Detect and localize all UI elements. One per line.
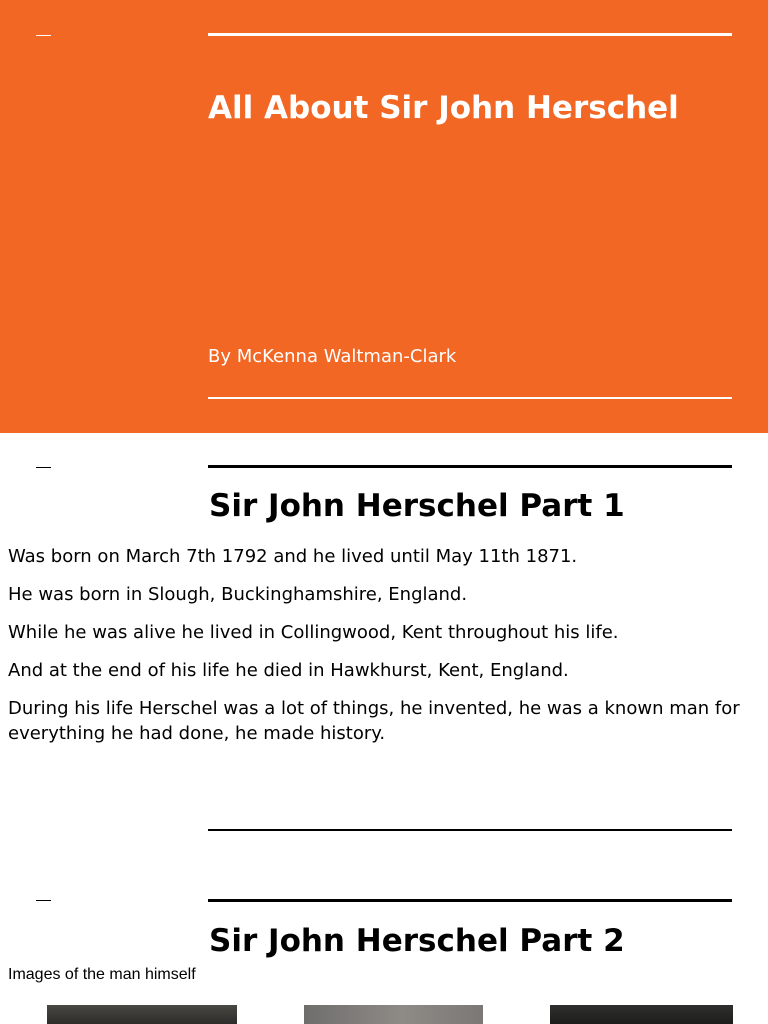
slide-body bbox=[8, 544, 764, 759]
title-slide bbox=[0, 0, 768, 433]
body-paragraph: Was born on March 7th 1792 and he lived until May 11th 1871. bbox=[8, 546, 578, 567]
images-caption: Images of the man himself bbox=[8, 966, 196, 983]
slide-top-rule bbox=[208, 899, 732, 902]
presentation-subtitle: By McKenna Waltman-Clark bbox=[208, 346, 457, 367]
body-paragraph: While he was alive he lived in Collingwood, Kent throughout his life. bbox=[8, 622, 619, 643]
slide-dash-mark bbox=[36, 467, 51, 468]
slide-heading: Sir John Herschel Part 2 bbox=[209, 923, 625, 959]
slide-dash-mark bbox=[36, 900, 51, 901]
slide-part-1 bbox=[0, 433, 768, 867]
dark-portrait-photo bbox=[550, 1005, 733, 1024]
body-paragraph: And at the end of his life he died in Hawkhurst, Kent, England. bbox=[8, 660, 569, 681]
slide-bottom-rule bbox=[208, 829, 732, 831]
statue-photo bbox=[304, 1005, 483, 1024]
presentation-title: All About Sir John Herschel bbox=[208, 90, 679, 126]
slide-heading: Sir John Herschel Part 1 bbox=[209, 488, 625, 524]
body-paragraph: During his life Herschel was a lot of things, he invented, he was a known man for everything he had done, he made history. bbox=[8, 698, 740, 744]
title-bottom-rule bbox=[208, 397, 732, 399]
portrait-photo bbox=[47, 1005, 237, 1024]
slide-dash-mark bbox=[36, 35, 51, 36]
title-top-rule bbox=[208, 33, 732, 36]
body-paragraph: He was born in Slough, Buckinghamshire, England. bbox=[8, 584, 468, 605]
slide-part-2 bbox=[0, 867, 768, 1024]
slide-top-rule bbox=[208, 465, 732, 468]
